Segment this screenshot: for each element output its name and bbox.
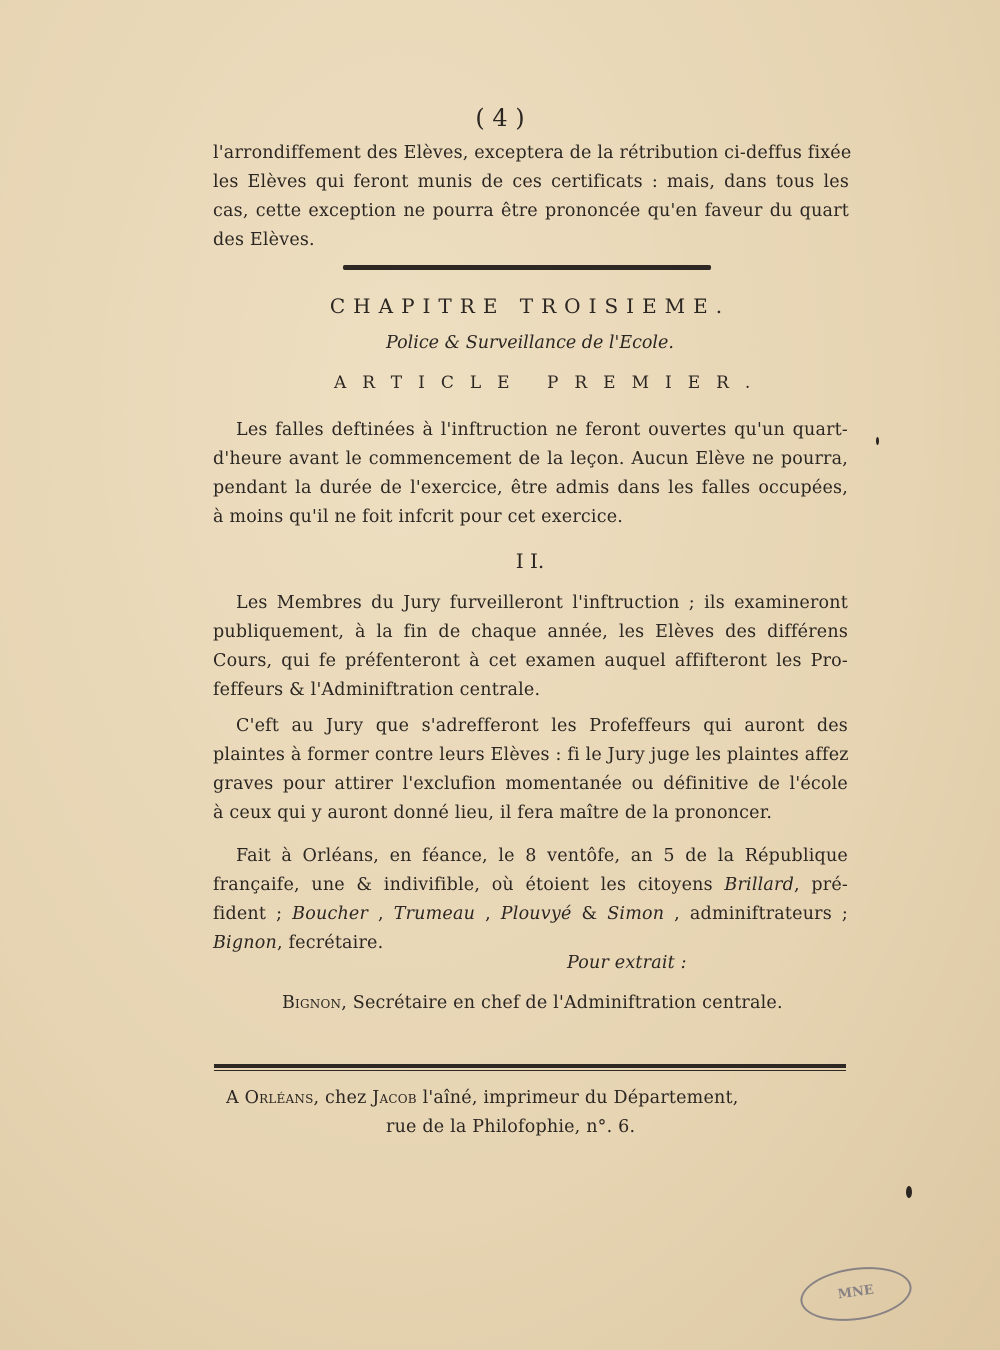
article2-p1-line-1: Les Membres du Jury furveilleront l'inftruction ; ils examineront: [236, 593, 848, 613]
article1-line-4: à moins qu'il ne foit infcrit pour cet exercice.: [213, 507, 624, 527]
top-paragraph-line-1: l'arrondiffement des Elèves, exceptera de la rétribution ci-deffus fixée: [213, 143, 852, 163]
name-trumeau: Trumeau: [393, 904, 476, 924]
article2-p2-line-4: à ceux qui y auront donné lieu, il fera maître de la prononcer.: [213, 803, 773, 823]
library-stamp: MNE: [797, 1260, 915, 1327]
section-divider: [343, 265, 711, 270]
name-boucher: Boucher: [292, 904, 369, 924]
closing-line-3-start: fident ;: [213, 904, 283, 924]
top-paragraph-line-3: cas, cette exception ne pourra être prononcée qu'en faveur du quart: [213, 201, 849, 221]
closing-line-1: Fait à Orléans, en féance, le 8 ventôfe, an 5 de la République: [236, 846, 848, 866]
closing-line-2: [213, 875, 848, 895]
imprint-chez: , chez: [313, 1088, 367, 1108]
signature-name: Bignon: [282, 993, 342, 1013]
article2-p1-line-4: feffeurs & l'Adminiftration centrale.: [213, 680, 541, 700]
article1-line-2: d'heure avant le commencement de la leçon. Aucun Elève ne pourra,: [213, 449, 848, 469]
top-paragraph-line-2: les Elèves qui feront munis de ces certificats : mais, dans tous les: [213, 172, 849, 192]
signature-line: [282, 993, 783, 1013]
chapter-subtitle: Police & Surveillance de l'Ecole.: [386, 333, 674, 353]
imprint-city: Orléans: [244, 1088, 314, 1108]
article2-p1-line-2: publiquement, à la fin de chaque année, les Elèves des différens: [213, 622, 848, 642]
name-bignon: Bignon: [213, 933, 277, 953]
imprint-printer: Jacob: [372, 1088, 417, 1108]
name-plouvye: Plouvyé: [500, 904, 572, 924]
top-paragraph-line-4: des Elèves.: [213, 230, 315, 250]
chapter-title: CHAPITRE TROISIEME.: [329, 294, 731, 318]
signature-title: , Secrétaire en chef de l'Adminiftration centrale.: [341, 993, 783, 1013]
article-heading-text: ARTICLE PREMIER.: [334, 373, 767, 393]
closing-line-2-text: françaife, une & indivifible, où étoient les citoyens: [213, 875, 713, 895]
imprint-line-1-rest: l'aîné, imprimeur du Département,: [422, 1088, 739, 1108]
name-brillard: Brillard: [724, 875, 795, 895]
article2-p1-line-3: Cours, qui fe préfenteront à cet examen auquel affifteront les Pro-: [213, 651, 848, 671]
closing-line-4: [213, 933, 383, 953]
closing-line-2-end: , pré-: [794, 875, 848, 895]
imprint-a: A: [226, 1088, 239, 1108]
article1-line-3: pendant la durée de l'exercice, être admis dans les falles occupées,: [213, 478, 848, 498]
extract-label: Pour extrait :: [567, 953, 687, 973]
closing-line-4-end: , fecrétaire.: [276, 933, 384, 953]
page-number: ( 4 ): [475, 104, 525, 132]
ink-mark: [876, 437, 879, 445]
ink-blot: [906, 1186, 912, 1198]
article2-p2-line-3: graves pour attirer l'exclufion momentanée ou définitive de l'école: [213, 774, 848, 794]
article2-p2-line-2: plaintes à former contre leurs Elèves : fi le Jury juge les plaintes affez: [213, 745, 849, 765]
article1-line-1: Les falles deftinées à l'inftruction ne feront ouvertes qu'un quart-: [236, 420, 848, 440]
imprint-line-2: rue de la Philofophie, n°. 6.: [386, 1117, 636, 1137]
closing-line-3-end: adminiftrateurs ;: [689, 904, 848, 924]
closing-line-3: fident ; Boucher , Trumeau , Plouvyé & Simon , adminiftrateurs ;: [213, 904, 848, 924]
article-heading: [334, 373, 767, 393]
article2-p2-line-1: C'eft au Jury que s'adrefferont les Profeffeurs qui auront des: [236, 716, 848, 736]
imprint-divider: [214, 1064, 846, 1071]
imprint-line-1: [226, 1088, 739, 1108]
name-simon: Simon: [607, 904, 665, 924]
article2-heading: I I.: [515, 549, 545, 573]
